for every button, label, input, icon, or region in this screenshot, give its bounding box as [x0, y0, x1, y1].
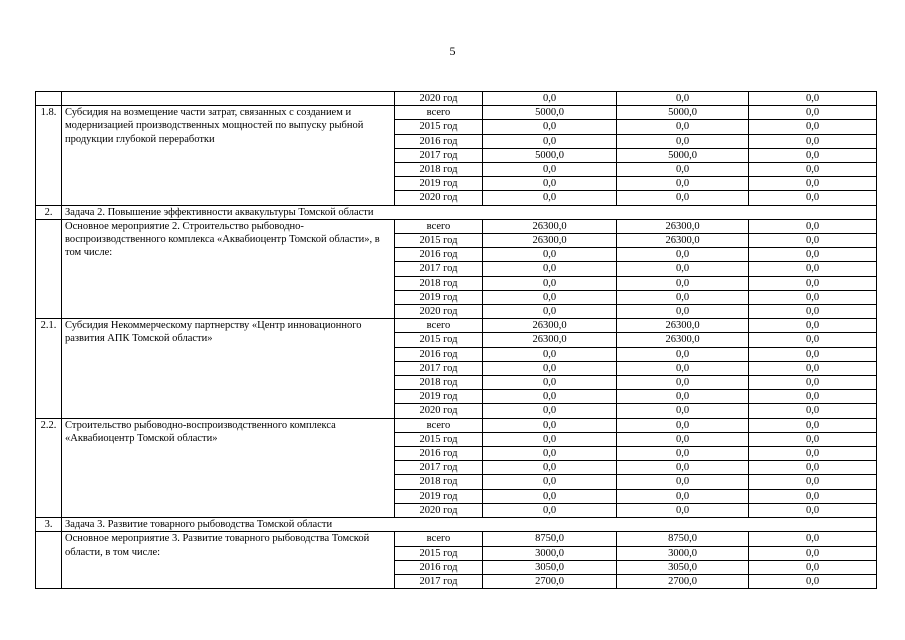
value-cell: 0,0	[617, 447, 749, 461]
value-cell: 0,0	[749, 134, 877, 148]
value-cell: 8750,0	[483, 532, 617, 546]
value-cell: 8750,0	[617, 532, 749, 546]
year-cell: всего	[395, 319, 483, 333]
value-cell: 0,0	[483, 92, 617, 106]
table-row	[36, 92, 877, 106]
value-cell: 0,0	[483, 361, 617, 375]
value-cell: 0,0	[749, 574, 877, 588]
value-cell: 0,0	[617, 390, 749, 404]
value-cell: 0,0	[749, 361, 877, 375]
value-cell: 0,0	[749, 347, 877, 361]
value-cell: 0,0	[617, 347, 749, 361]
value-cell: 0,0	[749, 148, 877, 162]
year-cell: 2016 год	[395, 560, 483, 574]
year-cell: всего	[395, 219, 483, 233]
value-cell: 0,0	[749, 248, 877, 262]
value-cell: 0,0	[617, 163, 749, 177]
value-cell: 0,0	[617, 461, 749, 475]
value-cell: 0,0	[483, 390, 617, 404]
value-cell: 5000,0	[483, 148, 617, 162]
value-cell: 0,0	[749, 234, 877, 248]
row-number	[36, 219, 62, 318]
value-cell: 2700,0	[617, 574, 749, 588]
value-cell: 0,0	[617, 361, 749, 375]
year-cell: 2018 год	[395, 163, 483, 177]
table-row	[36, 418, 877, 432]
value-cell: 0,0	[617, 432, 749, 446]
value-cell: 3050,0	[617, 560, 749, 574]
value-cell: 0,0	[483, 177, 617, 191]
value-cell: 0,0	[483, 163, 617, 177]
value-cell: 3050,0	[483, 560, 617, 574]
value-cell: 0,0	[617, 276, 749, 290]
year-cell: 2020 год	[395, 191, 483, 205]
year-cell: 2018 год	[395, 276, 483, 290]
year-cell: 2015 год	[395, 432, 483, 446]
value-cell: 0,0	[617, 418, 749, 432]
table-row	[36, 106, 877, 120]
task-row	[36, 205, 877, 219]
year-cell: 2016 год	[395, 248, 483, 262]
row-number: 2.1.	[36, 319, 62, 418]
year-cell: 2020 год	[395, 503, 483, 517]
year-cell: 2020 год	[395, 404, 483, 418]
value-cell: 0,0	[617, 503, 749, 517]
value-cell: 0,0	[749, 191, 877, 205]
measure-name: Субсидия на возмещение части затрат, связанных с созданием и модернизацией производственных мощностей по выпуску рыбной продукции глубокой переработки	[62, 106, 395, 205]
value-cell: 0,0	[617, 120, 749, 134]
measure-name: Основное мероприятие 2. Строительство рыбоводно-воспроизводственного комплекса «Аквабиоцентр Томской области», в том числе:	[62, 219, 395, 318]
row-number: 1.8.	[36, 106, 62, 205]
value-cell: 0,0	[617, 262, 749, 276]
table-row	[36, 319, 877, 333]
year-cell: 2019 год	[395, 489, 483, 503]
value-cell: 0,0	[749, 418, 877, 432]
year-cell: 2015 год	[395, 234, 483, 248]
value-cell: 0,0	[483, 418, 617, 432]
year-cell: 2017 год	[395, 148, 483, 162]
measure-name: Основное мероприятие 3. Развитие товарного рыбоводства Томской области, в том числе:	[62, 532, 395, 589]
value-cell: 0,0	[749, 262, 877, 276]
value-cell: 0,0	[749, 290, 877, 304]
year-cell: 2020 год	[395, 305, 483, 319]
value-cell: 0,0	[483, 461, 617, 475]
value-cell: 26300,0	[483, 319, 617, 333]
value-cell: 0,0	[483, 191, 617, 205]
value-cell: 26300,0	[617, 234, 749, 248]
value-cell: 0,0	[483, 475, 617, 489]
value-cell: 0,0	[483, 290, 617, 304]
value-cell: 0,0	[617, 376, 749, 390]
value-cell: 26300,0	[483, 219, 617, 233]
value-cell: 0,0	[749, 106, 877, 120]
year-cell: 2015 год	[395, 546, 483, 560]
year-cell: 2016 год	[395, 134, 483, 148]
value-cell: 5000,0	[483, 106, 617, 120]
value-cell: 0,0	[749, 489, 877, 503]
value-cell: 0,0	[749, 333, 877, 347]
value-cell: 0,0	[749, 163, 877, 177]
row-number: 2.	[36, 205, 62, 219]
value-cell: 0,0	[483, 248, 617, 262]
value-cell: 0,0	[483, 489, 617, 503]
year-cell: 2017 год	[395, 361, 483, 375]
value-cell: 0,0	[749, 447, 877, 461]
page-number: 5	[449, 44, 456, 58]
budget-table	[35, 91, 877, 589]
value-cell: 0,0	[617, 134, 749, 148]
year-cell: всего	[395, 106, 483, 120]
measure-name	[62, 92, 395, 106]
value-cell: 0,0	[749, 219, 877, 233]
table-row	[36, 532, 877, 546]
value-cell: 0,0	[749, 305, 877, 319]
value-cell: 0,0	[617, 177, 749, 191]
value-cell: 0,0	[483, 120, 617, 134]
value-cell: 0,0	[749, 546, 877, 560]
value-cell: 0,0	[749, 432, 877, 446]
value-cell: 0,0	[749, 503, 877, 517]
year-cell: 2018 год	[395, 376, 483, 390]
task-row	[36, 518, 877, 532]
measure-name: Субсидия Некоммерческому партнерству «Центр инновационного развития АПК Томской области»	[62, 319, 395, 418]
year-cell: 2019 год	[395, 290, 483, 304]
value-cell: 2700,0	[483, 574, 617, 588]
value-cell: 0,0	[749, 560, 877, 574]
value-cell: 0,0	[483, 276, 617, 290]
value-cell: 26300,0	[483, 333, 617, 347]
year-cell: всего	[395, 532, 483, 546]
year-cell: 2016 год	[395, 347, 483, 361]
value-cell: 0,0	[749, 319, 877, 333]
year-cell: 2019 год	[395, 177, 483, 191]
year-cell: всего	[395, 418, 483, 432]
value-cell: 0,0	[617, 290, 749, 304]
year-cell: 2016 год	[395, 447, 483, 461]
value-cell: 0,0	[749, 276, 877, 290]
value-cell: 0,0	[749, 92, 877, 106]
value-cell: 0,0	[617, 92, 749, 106]
year-cell: 2017 год	[395, 262, 483, 276]
row-number: 2.2.	[36, 418, 62, 517]
value-cell: 0,0	[749, 120, 877, 134]
value-cell: 0,0	[617, 305, 749, 319]
value-cell: 0,0	[483, 262, 617, 276]
measure-name: Строительство рыбоводно-воспроизводственного комплекса «Аквабиоцентр Томской области»	[62, 418, 395, 517]
value-cell: 26300,0	[617, 333, 749, 347]
value-cell: 0,0	[749, 475, 877, 489]
row-number	[36, 92, 62, 106]
value-cell: 0,0	[483, 503, 617, 517]
value-cell: 0,0	[749, 177, 877, 191]
value-cell: 0,0	[749, 376, 877, 390]
value-cell: 26300,0	[483, 234, 617, 248]
task-title: Задача 2. Повышение эффективности аквакультуры Томской области	[62, 205, 877, 219]
value-cell: 0,0	[483, 432, 617, 446]
value-cell: 0,0	[483, 134, 617, 148]
table-row	[36, 219, 877, 233]
value-cell: 0,0	[749, 404, 877, 418]
year-cell: 2015 год	[395, 333, 483, 347]
value-cell: 26300,0	[617, 219, 749, 233]
value-cell: 0,0	[483, 404, 617, 418]
value-cell: 0,0	[617, 489, 749, 503]
value-cell: 5000,0	[617, 106, 749, 120]
value-cell: 0,0	[617, 248, 749, 262]
value-cell: 3000,0	[617, 546, 749, 560]
value-cell: 0,0	[483, 376, 617, 390]
value-cell: 0,0	[617, 404, 749, 418]
year-cell: 2020 год	[395, 92, 483, 106]
value-cell: 0,0	[483, 447, 617, 461]
value-cell: 0,0	[483, 305, 617, 319]
task-title: Задача 3. Развитие товарного рыбоводства Томской области	[62, 518, 877, 532]
year-cell: 2015 год	[395, 120, 483, 134]
year-cell: 2019 год	[395, 390, 483, 404]
value-cell: 5000,0	[617, 148, 749, 162]
year-cell: 2017 год	[395, 574, 483, 588]
value-cell: 0,0	[617, 191, 749, 205]
row-number	[36, 532, 62, 589]
row-number: 3.	[36, 518, 62, 532]
value-cell: 0,0	[617, 475, 749, 489]
value-cell: 0,0	[749, 390, 877, 404]
value-cell: 3000,0	[483, 546, 617, 560]
value-cell: 0,0	[483, 347, 617, 361]
value-cell: 0,0	[749, 461, 877, 475]
value-cell: 26300,0	[617, 319, 749, 333]
year-cell: 2017 год	[395, 461, 483, 475]
year-cell: 2018 год	[395, 475, 483, 489]
value-cell: 0,0	[749, 532, 877, 546]
